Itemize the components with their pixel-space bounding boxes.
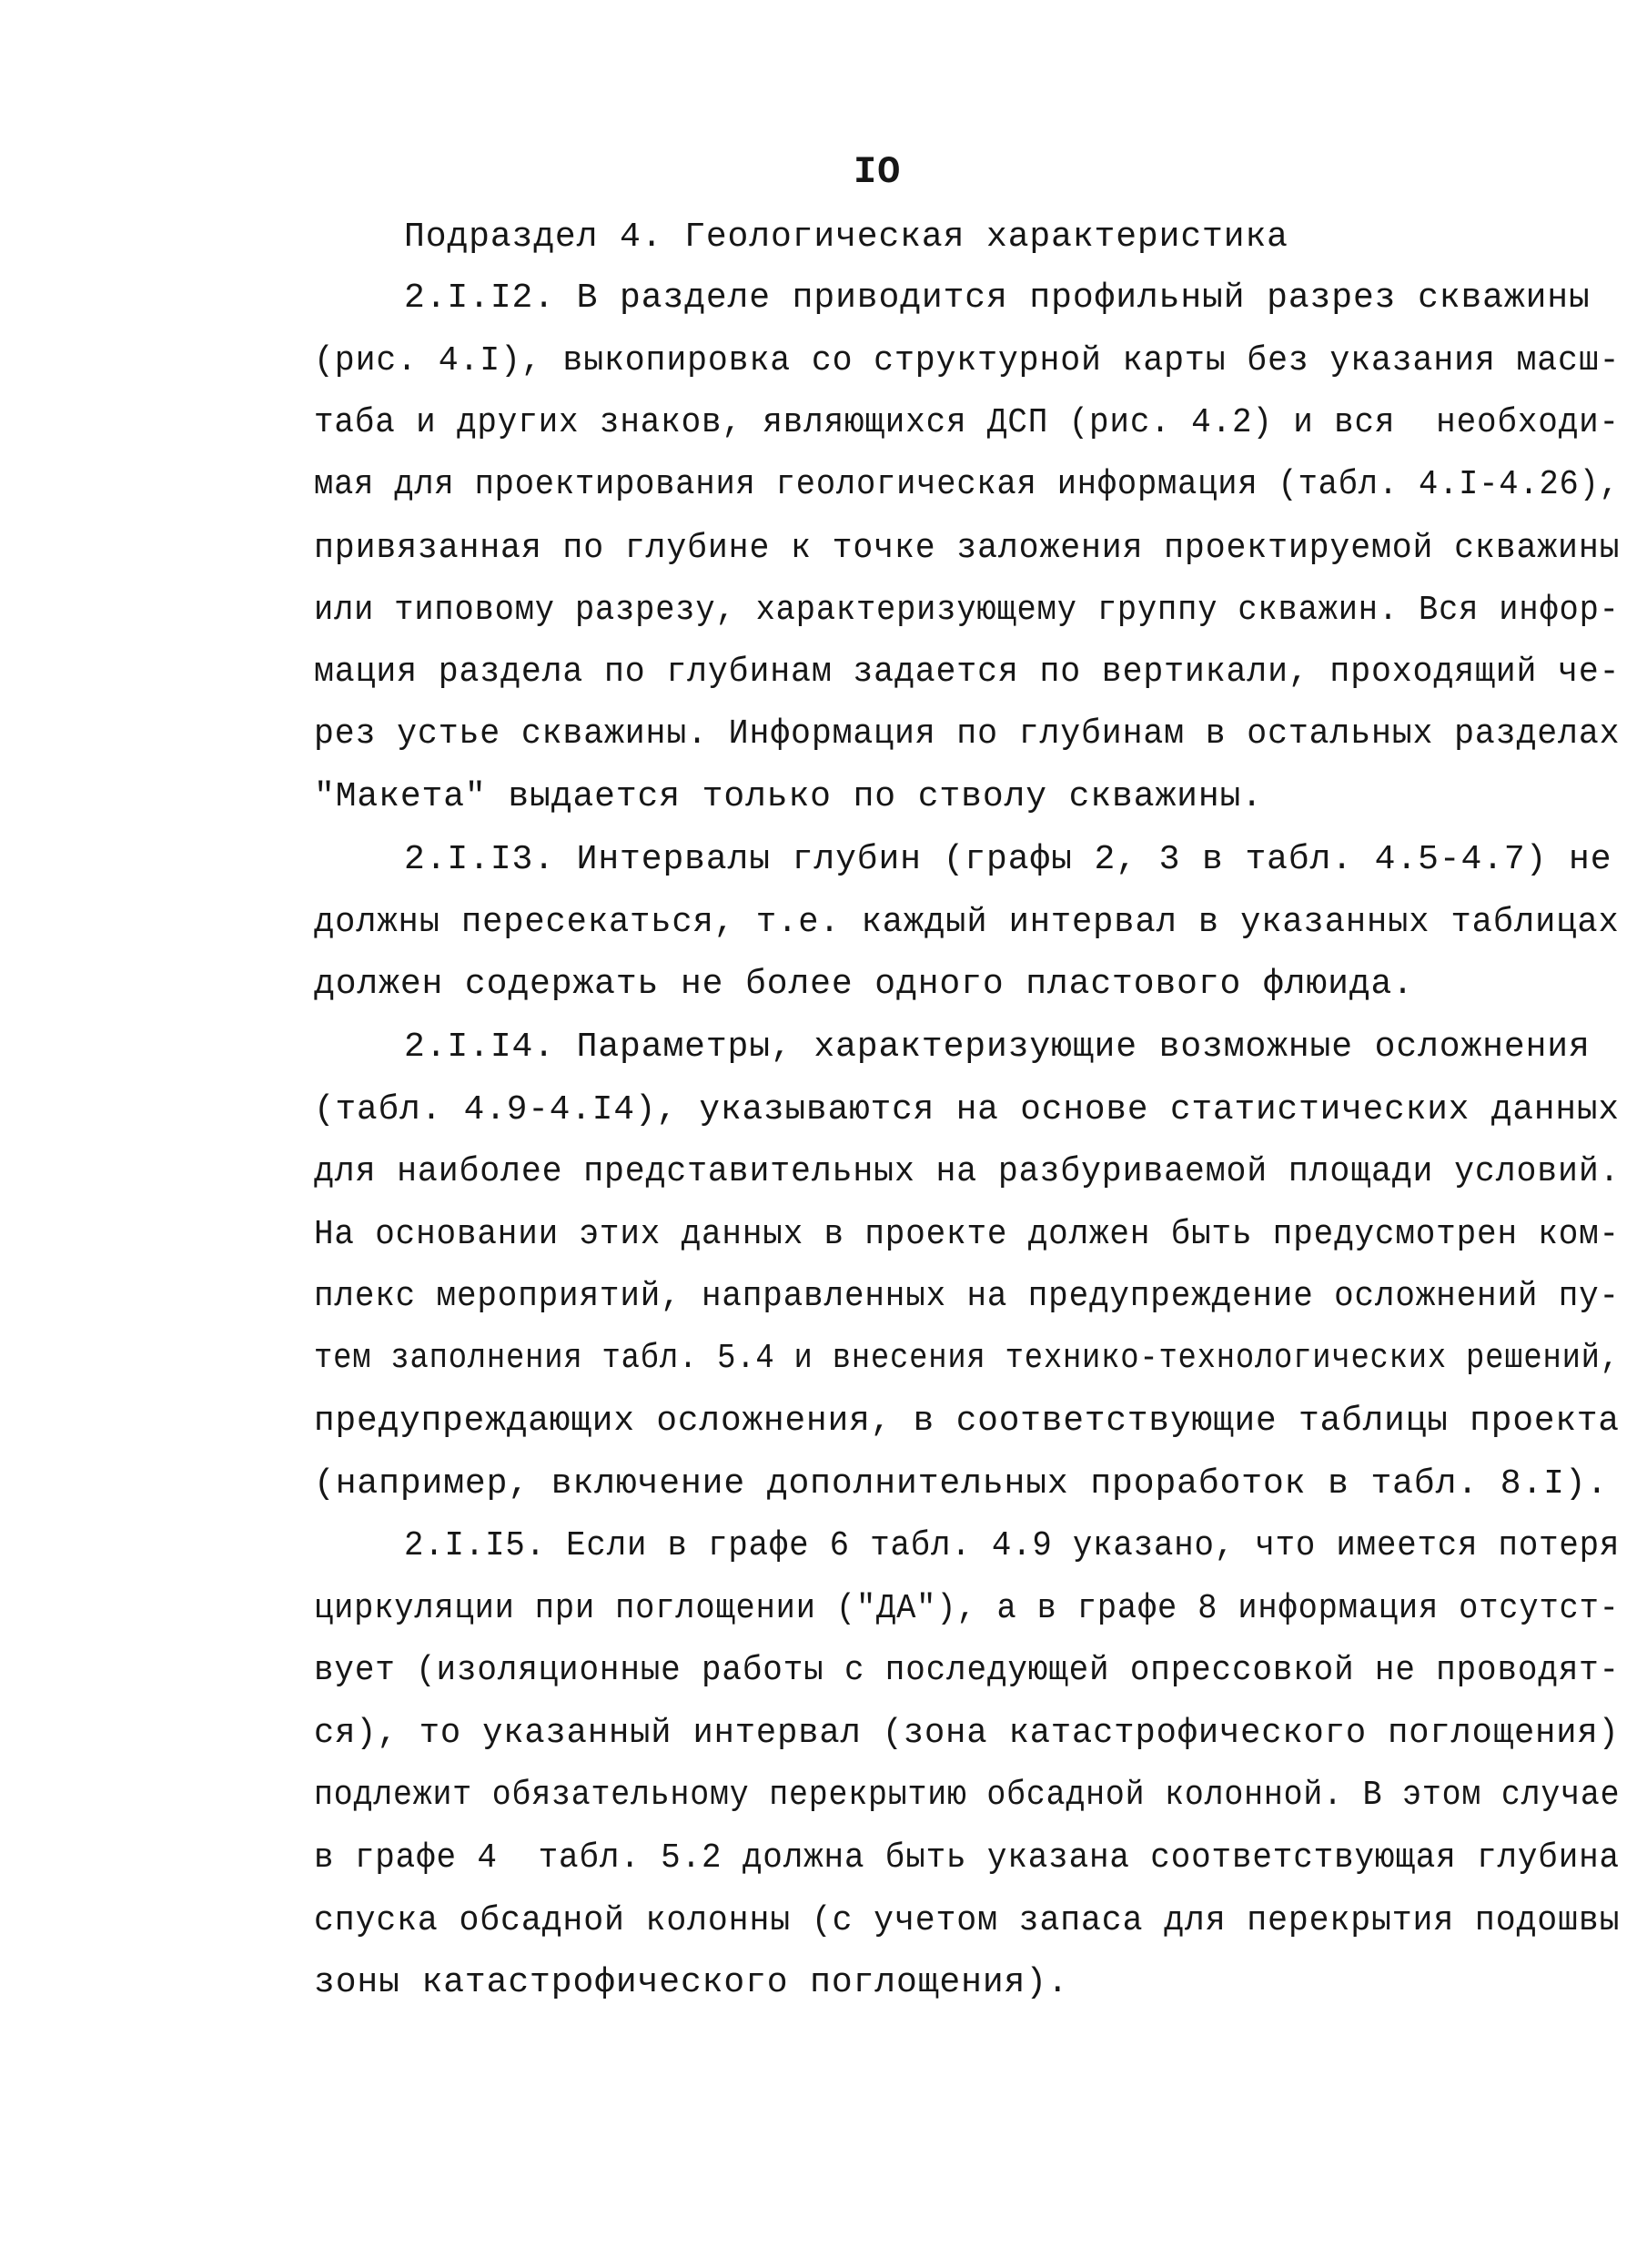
text-line: или типовому разрезу, характеризующему группу скважин. Вся инфор- [314,591,1620,630]
text-line: подлежит обязательному перекрытию обсадной колонной. В этом случае [314,1776,1621,1815]
text-line: зоны катастрофического поглощения). [314,1963,1069,2002]
text-line: в графе 4 табл. 5.2 должна быть указана соответствующая глубина [314,1838,1620,1878]
text-line: рез устье скважины. Информация по глубинам в остальных разделах [314,714,1621,754]
text-line: (например, включение дополнительных проработок в табл. 8.I). [314,1464,1609,1504]
text-line: спуска обсадной колонны (с учетом запаса для перекрытия подошвы [314,1901,1621,1940]
text-line: циркуляции при поглощении ("ДА"), а в графе 8 информация отсутст- [314,1589,1620,1628]
text-line: (рис. 4.I), выкопировка со структурной карты без указания масш- [314,341,1621,380]
text-line: ся), то указанный интервал (зона катастрофического поглощения) [314,1714,1620,1753]
text-line: (табл. 4.9-4.I4), указываются на основе статистических данных [314,1090,1620,1129]
text-line: тем заполнения табл. 5.4 и внесения технико-технологических решений, [314,1339,1620,1378]
text-line: 2.I.I3. Интервалы глубин (графы 2, 3 в табл. 4.5-4.7) не [404,840,1612,879]
text-line: 2.I.I5. Если в графе 6 табл. 4.9 указано, что имеется потеря [404,1526,1621,1565]
text-line: для наиболее представительных на разбуриваемой площади условий. [314,1152,1621,1191]
text-line: должны пересекаться, т.е. каждый интервал в указанных таблицах [314,903,1620,942]
text-line: мая для проектирования геологическая информация (табл. 4.I-4.26), [314,465,1620,504]
page-number: IO [854,150,902,194]
text-line: должен содержать не более одного пластового флюида. [314,965,1414,1004]
text-line: плекс мероприятий, направленных на предупреждение осложнений пу- [314,1277,1620,1316]
text-line: мация раздела по глубинам задается по вертикали, проходящий че- [314,653,1621,692]
text-line: привязанная по глубине к точке заложения проектируемой скважины [314,529,1621,568]
text-line: вует (изоляционные работы с последующей опрессовкой не проводят- [314,1651,1620,1690]
text-line: таба и других знаков, являющихся ДСП (рис. 4.2) и вся необходи- [314,403,1620,442]
text-line: На основании этих данных в проекте должен быть предусмотрен ком- [314,1215,1620,1254]
text-line: 2.I.I2. В разделе приводится профильный разрез скважины [404,278,1591,318]
text-line: предупреждающих осложнения, в соответствующие таблицы проекта [314,1402,1620,1441]
text-line: "Макета" выдается только по стволу скважины. [314,777,1263,816]
subsection-title: Подраздел 4. Геологическая характеристика [404,218,1288,257]
text-line: 2.I.I4. Параметры, характеризующие возможные осложнения [404,1028,1591,1067]
